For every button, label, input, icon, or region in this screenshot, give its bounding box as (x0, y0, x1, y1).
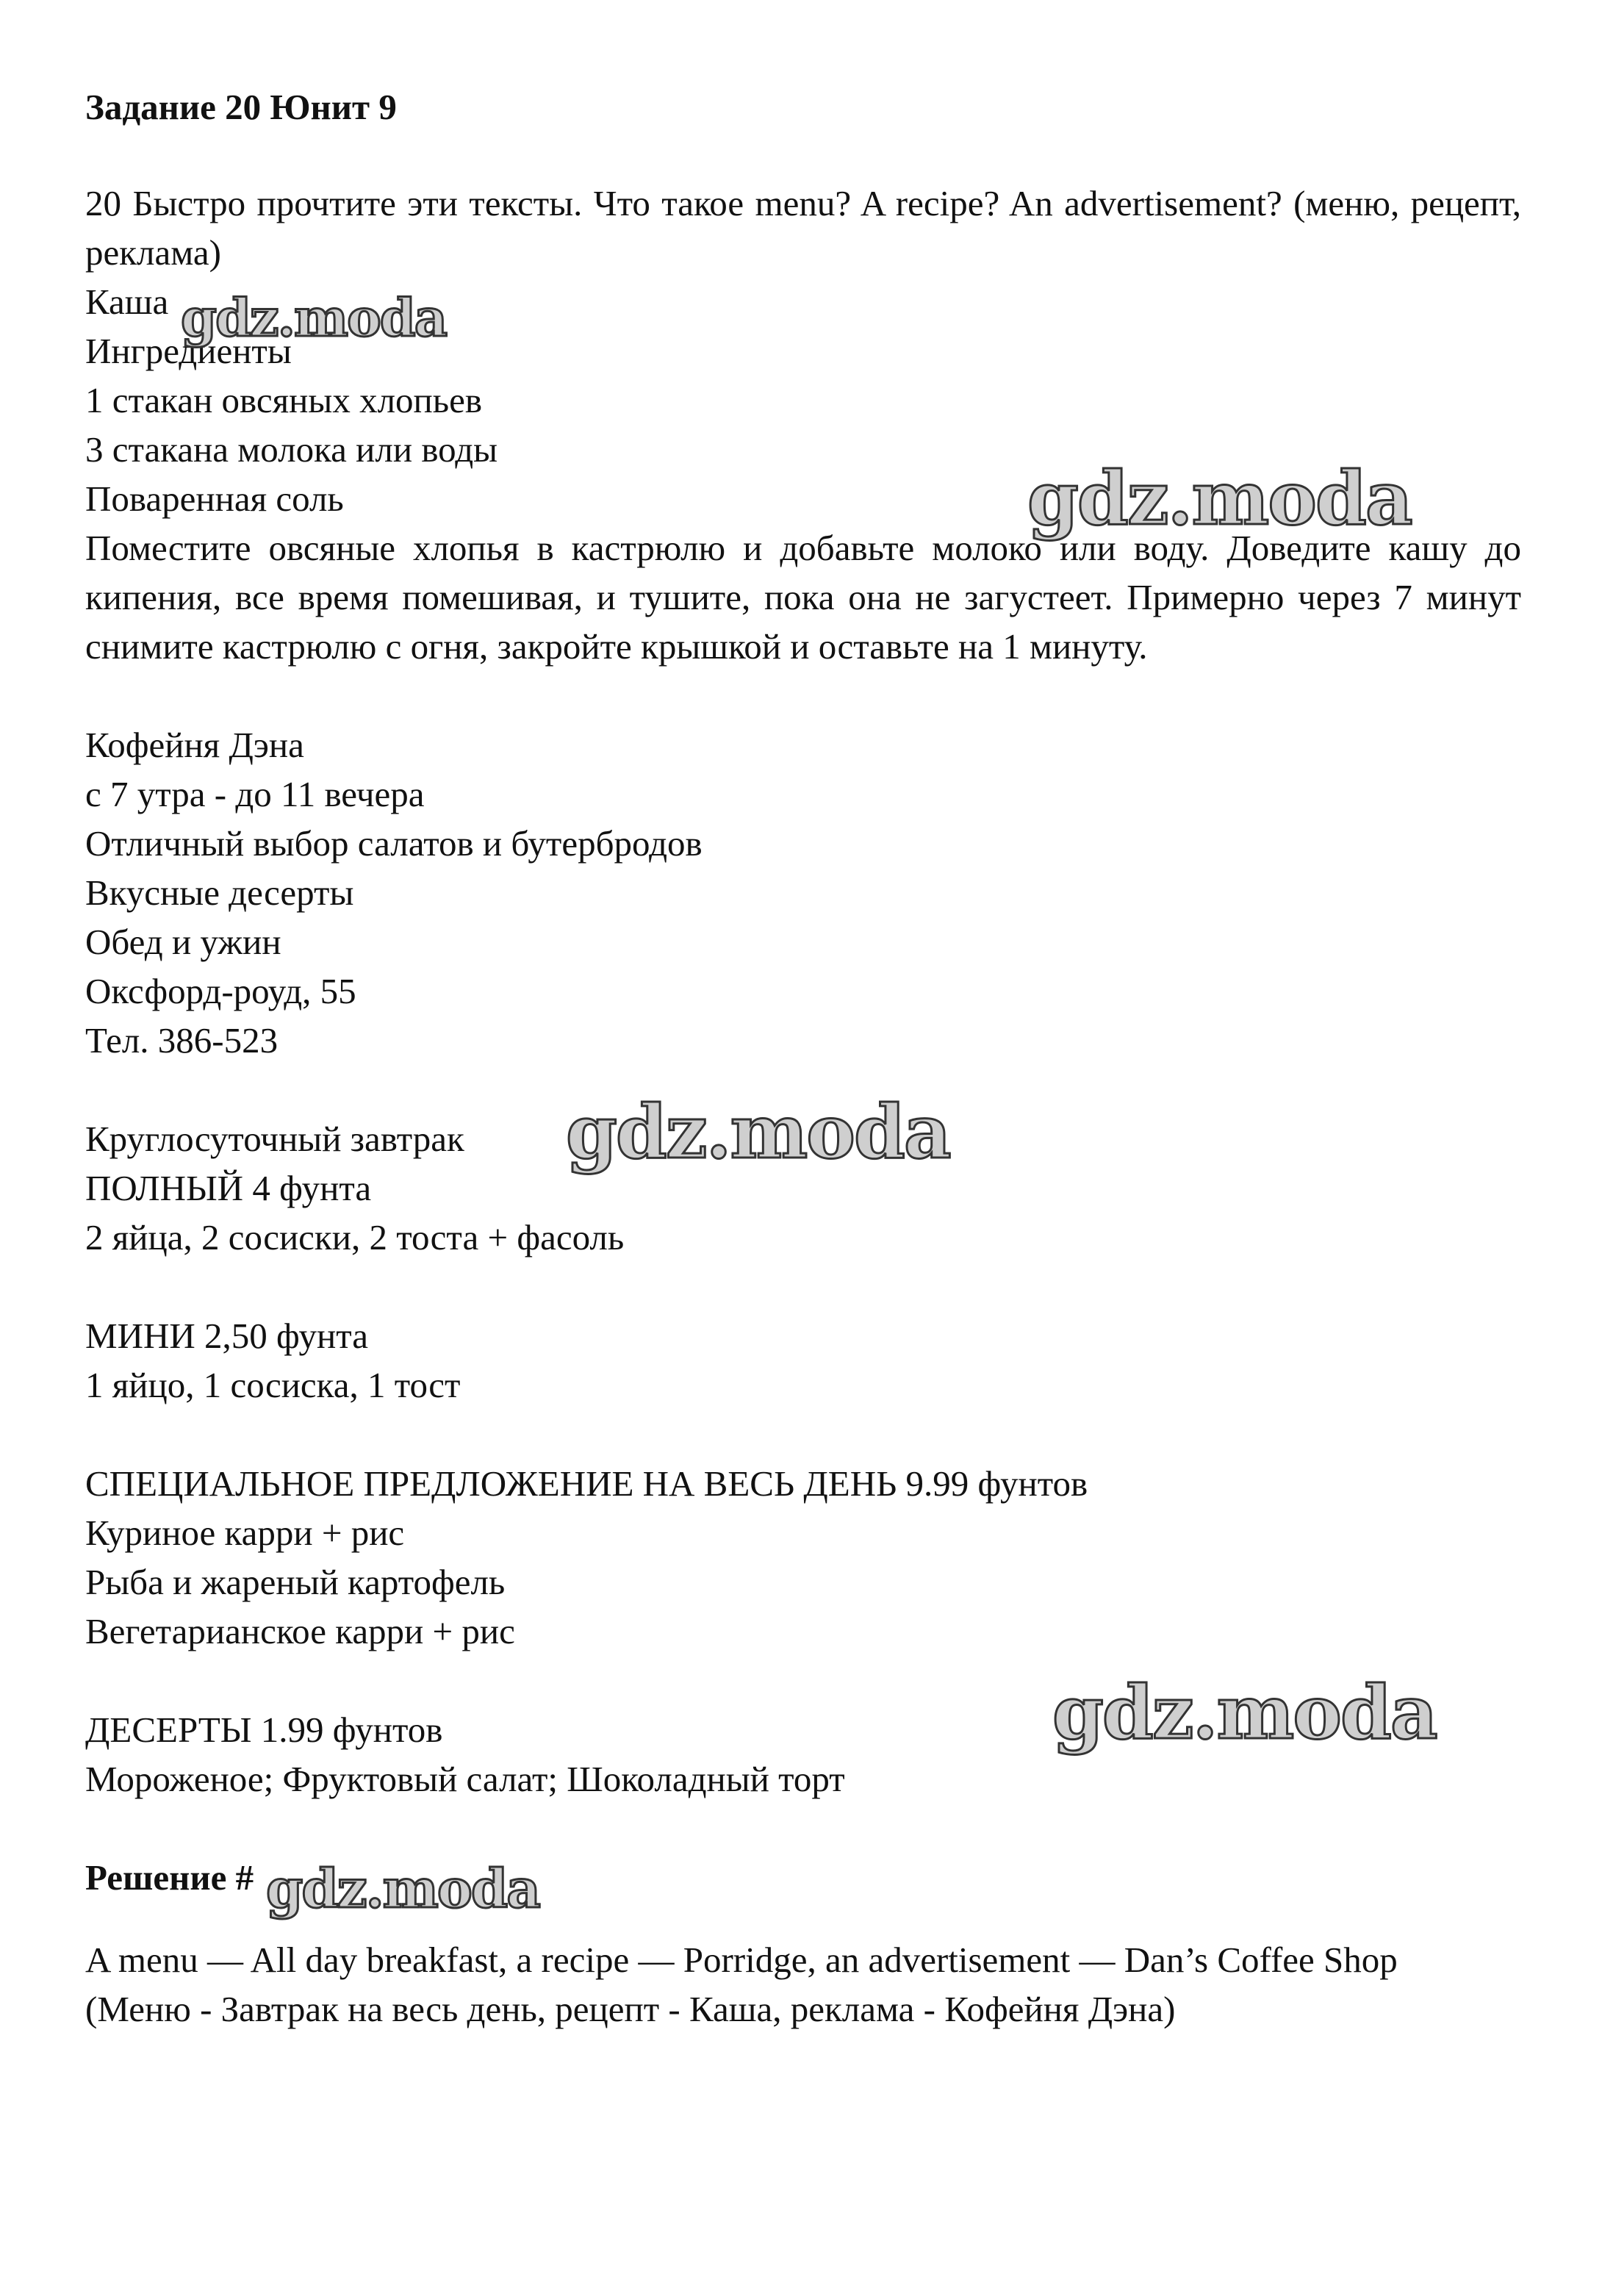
spacer (85, 1804, 1521, 1853)
spacer (85, 671, 1521, 720)
menu-line: 2 яйца, 2 сосиски, 2 тоста + фасоль (85, 1217, 625, 1258)
watermark: gdz.moda (266, 1857, 539, 1920)
ingredient-item: 3 стакана молока или воды (85, 429, 498, 470)
menu-line: МИНИ 2,50 фунта (85, 1316, 368, 1356)
recipe-name: Каша (85, 281, 169, 322)
spacer (85, 1410, 1521, 1459)
menu-line: ДЕСЕРТЫ 1.99 фунтов (85, 1710, 443, 1750)
spacer (85, 1065, 1521, 1114)
watermark: gdz.moda (181, 287, 447, 348)
advert-line: с 7 утра - до 11 вечера (85, 774, 425, 814)
ingredient-item: Поваренная соль (85, 478, 344, 519)
solution-translation: (Меню - Завтрак на весь день, рецепт - Каша, реклама - Кофейня Дэна) (85, 1989, 1176, 2029)
menu-line: ПОЛНЫЙ 4 фунта (85, 1168, 372, 1208)
spacer (85, 132, 1521, 179)
spacer (85, 1902, 1521, 1935)
menu-line: Круглосуточный завтрак (85, 1119, 464, 1159)
spacer (85, 1656, 1521, 1705)
advert-line: Вкусные десерты (85, 872, 354, 913)
spacer (85, 1262, 1521, 1311)
watermark: gdz.moda (566, 1088, 950, 1175)
watermark: gdz.moda (1027, 455, 1412, 542)
document-page (85, 82, 1521, 2034)
menu-line: Куриное карри + рис (85, 1513, 405, 1553)
advert-line: Отличный выбор салатов и бутербродов (85, 823, 703, 864)
menu-line: 1 яйцо, 1 сосиска, 1 тост (85, 1365, 461, 1405)
page-title: Задание 20 Юнит 9 (85, 87, 397, 127)
menu-line: Вегетарианское карри + рис (85, 1611, 515, 1651)
advert-line: Оксфорд-роуд, 55 (85, 971, 356, 1011)
ingredient-item: 1 стакан овсяных хлопьев (85, 380, 482, 420)
task-text: 20 Быстро прочтите эти тексты. Что такое menu? A recipe? An advertisement? (меню, рецепт, реклама) (85, 183, 1521, 273)
menu-line: СПЕЦИАЛЬНОЕ ПРЕДЛОЖЕНИЕ НА ВЕСЬ ДЕНЬ 9.99 фунтов (85, 1463, 1088, 1504)
advert-line: Тел. 386-523 (85, 1020, 279, 1061)
advert-line: Обед и ужин (85, 922, 281, 962)
solution-answer: A menu — All day breakfast, a recipe — Porridge, an advertisement — Dan’s Coffee Shop (85, 1940, 1398, 1980)
menu-line: Рыба и жареный картофель (85, 1562, 506, 1602)
solution-heading: Решение # (85, 1857, 254, 1898)
menu-line: Мороженое; Фруктовый салат; Шоколадный торт (85, 1759, 845, 1799)
ingredients-label: Ингредиенты (85, 331, 292, 371)
advert-line: Кофейня Дэна (85, 725, 304, 765)
recipe-method: Поместите овсяные хлопья в кастрюлю и добавьте молоко или воду. Доведите кашу до кипения, все время помешивая, и тушите, пока она не загустеет. Примерно через 7 минут снимите кастрюлю с огня, закройте крышкой и оставьте на 1 минуту. (85, 528, 1521, 667)
watermark: gdz.moda (1052, 1669, 1437, 1756)
